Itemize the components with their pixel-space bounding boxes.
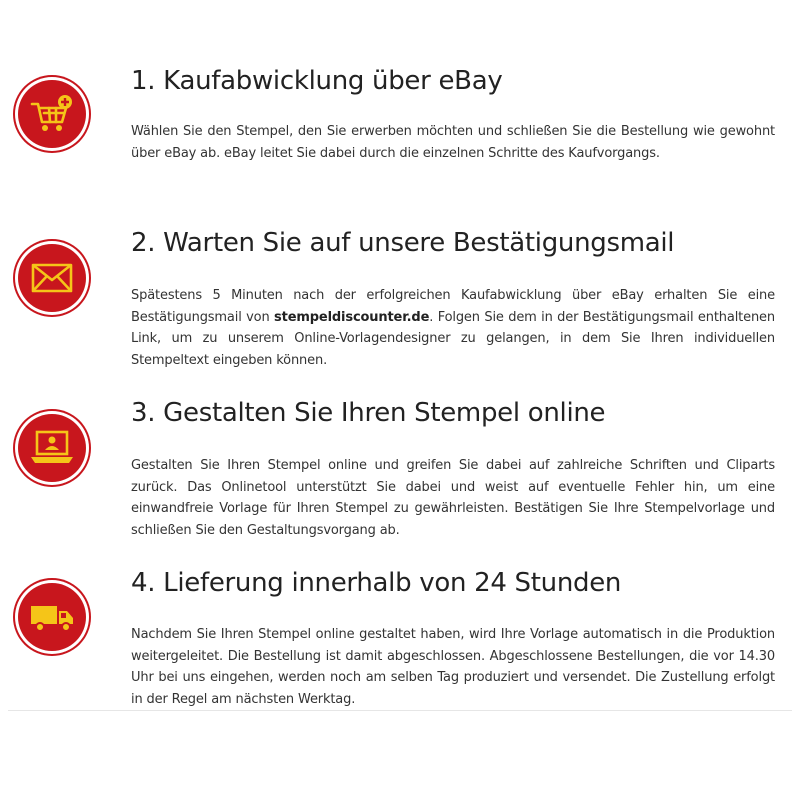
step-title: 3. Gestalten Sie Ihren Stempel online: [131, 398, 606, 428]
delivery-truck-icon: [18, 583, 86, 651]
step-description: Wählen Sie den Stempel, den Sie erwerben möchten und schließen Sie die Bestellung wie gewohnt über eBay ab. eBay leitet Sie dabei durch die einzelnen Schritte des Kaufvorgangs.: [131, 124, 775, 161]
step-title: 2. Warten Sie auf unsere Bestätigungsmail: [131, 228, 675, 258]
divider: [8, 710, 792, 711]
step-title: 1. Kaufabwicklung über eBay: [131, 66, 503, 96]
brand-name: stempeldiscounter.de: [274, 309, 430, 325]
step-text-part: . Folgen Sie dem in der Bestätigungsmail enthaltenen Link, um zu unserem Online-Vorlagendesigner zu gelangen, in dem Sie Ihren individuellen Stempeltext eingeben können.: [131, 309, 775, 368]
shopping-cart-add-icon: [18, 80, 86, 148]
step-text-part: Spätestens 5 Minuten nach der erfolgreichen Kaufabwicklung über eBay erhalten Sie eine Bestätigungsmail von: [131, 288, 775, 325]
step-description: Gestalten Sie Ihren Stempel online und greifen Sie dabei auf zahlreiche Schriften und Cliparts zurück. Das Onlinetool unterstützt Sie dabei und weist auf eventuelle Fehler hin, um eine einwandfreie Vorlage für Ihren Stempel zu gewährleisten. Bestätigen Sie Ihre Stempelvorlage und schließen Sie den Gestaltungsvorgang ab.: [131, 458, 775, 538]
step-title: 4. Lieferung innerhalb von 24 Stunden: [131, 568, 622, 598]
step-description: [131, 285, 775, 371]
step-description: Nachdem Sie Ihren Stempel online gestaltet haben, wird Ihre Vorlage automatisch in die Produktion weitergeleitet. Die Bestellung ist damit abgeschlossen. Abgeschlossene Bestellungen, die vor 14.30 Uhr bei uns eingehen, werden noch am selben Tag produziert und versendet. Die Zustellung erfolgt in der Regel am nächsten Werktag.: [131, 627, 775, 707]
laptop-user-icon: [18, 414, 86, 482]
envelope-icon: [18, 244, 86, 312]
